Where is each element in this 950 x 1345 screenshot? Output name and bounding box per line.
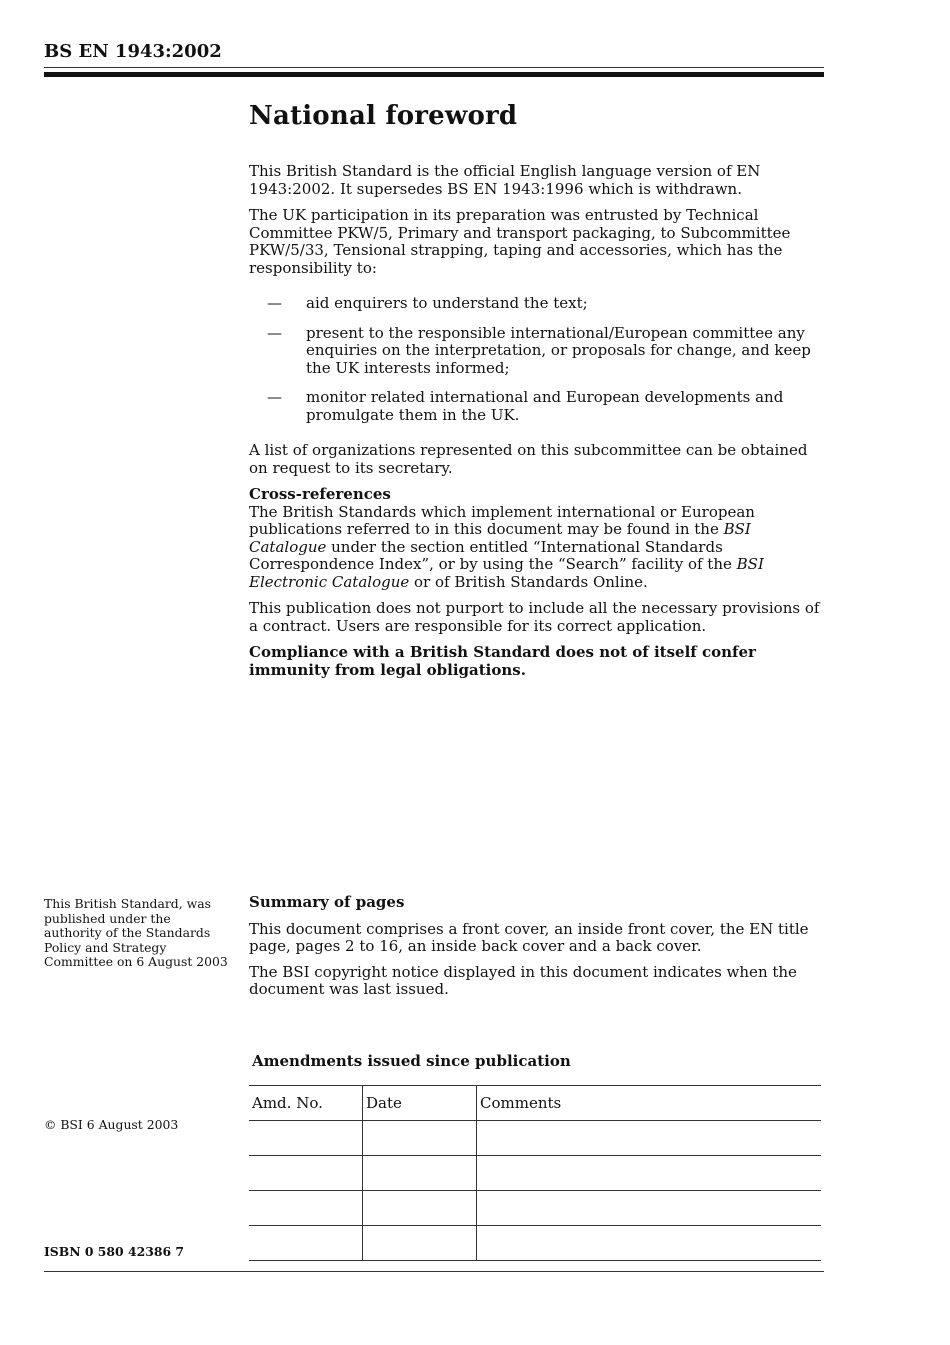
table-cell	[477, 1191, 822, 1226]
list-item	[249, 325, 824, 378]
summary-heading: Summary of pages	[249, 893, 405, 911]
foreword-body	[249, 163, 824, 688]
xref-text-c: or of British Standards Online.	[409, 572, 648, 591]
table-cell	[477, 1156, 822, 1191]
intro-paragraph-3: A list of organizations represented on this subcommittee can be obtained on request to its secretary.	[249, 441, 808, 477]
table-cell	[249, 1191, 363, 1226]
table-cell	[477, 1226, 822, 1261]
table-cell	[249, 1226, 363, 1261]
table-cell	[477, 1121, 822, 1156]
table-header-row	[249, 1086, 821, 1121]
summary-of-pages-section	[249, 894, 824, 1007]
table-row	[249, 1191, 821, 1226]
footer-rule	[44, 1271, 824, 1272]
column-header-comments: Comments	[477, 1086, 822, 1121]
copyright-notice: © BSI 6 August 2003	[44, 1117, 179, 1132]
table-row	[249, 1156, 821, 1191]
summary-paragraph-2: The BSI copyright notice displayed in this document indicates when the document was last issued.	[249, 962, 797, 998]
list-item-text: aid enquirers to understand the text;	[306, 294, 588, 312]
list-item-text: monitor related international and European developments and promulgate them in the UK.	[306, 388, 784, 424]
amendments-title: Amendments issued since publication	[252, 1052, 571, 1070]
table-cell	[249, 1156, 363, 1191]
summary-paragraph-1: This document comprises a front cover, an inside front cover, the EN title page, pages 2 to 16, an inside back cover and a back cover.	[249, 919, 809, 955]
header-rule-thin	[44, 67, 824, 68]
bsi-electronic-catalogue-title: BSI Electronic Catalogue	[249, 555, 764, 591]
cross-references-paragraph-2: This publication does not purport to include all the necessary provisions of a contract. Users are responsible for its correct application.	[249, 599, 820, 635]
publication-authority-note: This British Standard, was published under the authority of the Standards Policy and Strategy Committee on 6 August 2003	[44, 896, 228, 970]
table-cell	[363, 1226, 477, 1261]
page-title: National foreword	[249, 101, 518, 131]
table-cell	[249, 1121, 363, 1156]
table-cell	[363, 1156, 477, 1191]
list-item-text: present to the responsible international/European committee any enquiries on the interpretation, or proposals for change, and keep the UK interests informed;	[306, 323, 811, 377]
dash-marker: —	[267, 388, 282, 406]
dash-marker: —	[267, 294, 282, 312]
cross-references-heading: Cross-references	[249, 485, 391, 503]
list-item	[249, 389, 824, 424]
intro-paragraph-1: This British Standard is the official English language version of EN 1943:2002. It supersedes BS EN 1943:1996 which is withdrawn.	[249, 162, 761, 198]
table-row	[249, 1226, 821, 1261]
compliance-statement: Compliance with a British Standard does not of itself confer immunity from legal obligations.	[249, 643, 756, 679]
responsibility-list	[249, 295, 824, 424]
xref-text-a: The British Standards which implement international or European publications referred to in this document may be found in the	[249, 502, 755, 538]
column-header-amd-no: Amd. No.	[249, 1086, 363, 1121]
column-header-date: Date	[363, 1086, 477, 1121]
isbn-number: ISBN 0 580 42386 7	[44, 1244, 185, 1259]
cross-references-paragraph-1	[249, 504, 824, 592]
list-item	[249, 295, 824, 313]
table-row	[249, 1121, 821, 1156]
table-cell	[363, 1121, 477, 1156]
header-rule-thick	[44, 72, 824, 77]
xref-text-b: under the section entitled “International Standards Correspondence Index”, or by using the “Search” facility of the	[249, 537, 737, 573]
intro-paragraph-2: The UK participation in its preparation was entrusted by Technical Committee PKW/5, Primary and transport packaging, to Subcommittee PKW/5/33, Tensional strapping, taping and accessories, which has the responsibility to:	[249, 206, 791, 277]
bsi-catalogue-title: BSI Catalogue	[249, 520, 751, 556]
dash-marker: —	[267, 323, 282, 342]
table-cell	[363, 1191, 477, 1226]
amendments-table	[249, 1085, 821, 1261]
document-id-header: BS EN 1943:2002	[44, 41, 222, 62]
